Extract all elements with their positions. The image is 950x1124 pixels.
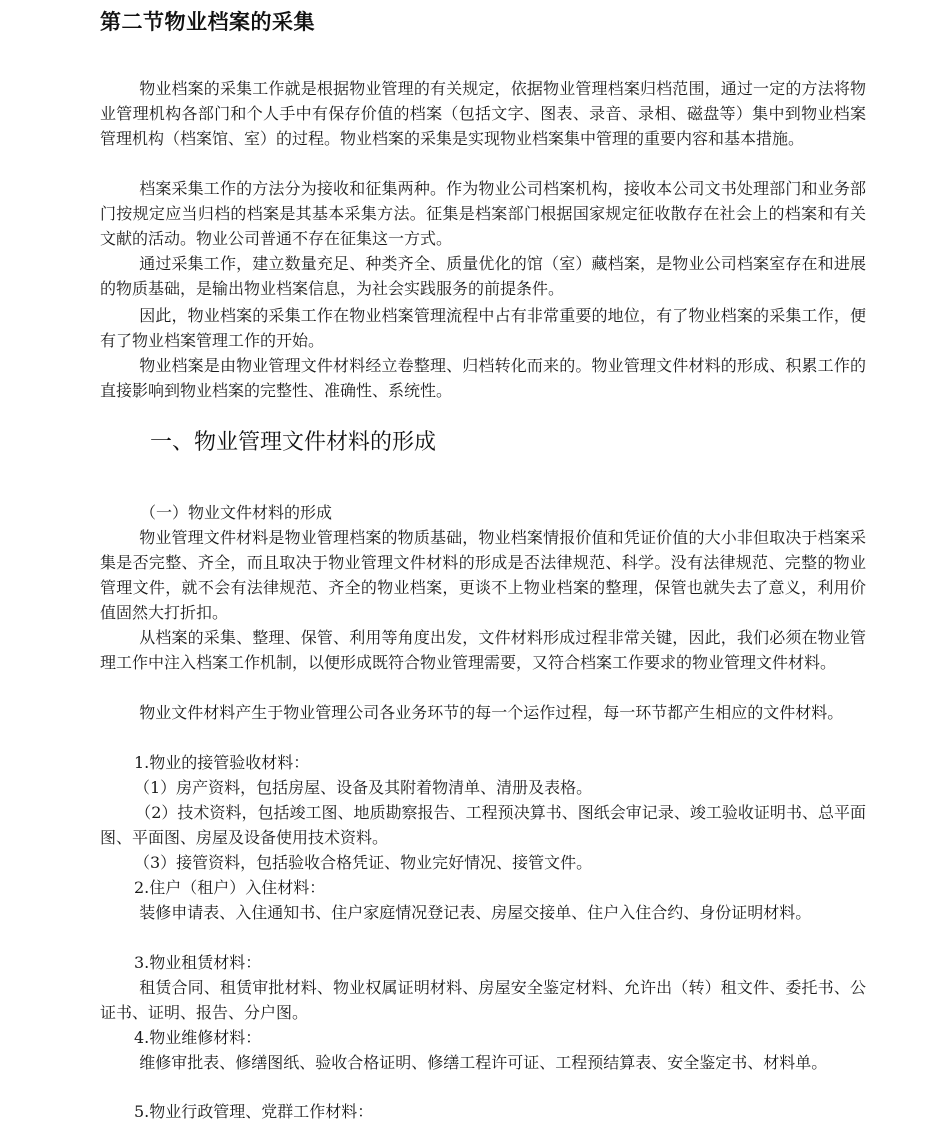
- section-heading: 一、物业管理文件材料的形成: [150, 430, 437, 455]
- intro-paragraph-1: 物业档案的采集工作就是根据物业管理的有关规定，依据物业管理档案归档范围，通过一定的方法将物业管理机构各部门和个人手中有保存价值的档案（包括文字、图表、录音、录相、磁盘等）集中到物业档案管理机构（档案馆、室）的过程。物业档案的采集是实现物业档案集中管理的重要内容和基本措施。: [100, 79, 866, 148]
- body-paragraph-1: 物业管理文件材料是物业管理档案的物质基础，物业档案情报价值和凭证价值的大小非但取决于档案采集是否完整、齐全，而且取决于物业管理文件材料的形成是否法律规范、科学。没有法律规范、完整的物业管理文件，就不会有法律规范、齐全的物业档案，更谈不上物业档案的整理，保管也就失去了意义，利用价值固然大打折扣。: [100, 528, 866, 622]
- list-item-1-sub-2: （2）技术资料，包括竣工图、地质勘察报告、工程预决算书、图纸会审记录、竣工验收证明书、总平面图、平面图、房屋及设备使用技术资料。: [100, 803, 866, 847]
- subsection-heading: （一）物业文件材料的形成: [140, 503, 333, 522]
- list-item-4-heading: 4.物业维修材料：: [134, 1028, 262, 1047]
- intro-paragraph-4: 因此，物业档案的采集工作在物业档案管理流程中占有非常重要的地位，有了物业档案的采集工作，便有了物业档案管理工作的开始。: [100, 306, 866, 350]
- list-item-2-heading: 2.住户（租户）入住材料：: [134, 878, 326, 897]
- list-item-1-sub-3: （3）接管资料，包括验收合格凭证、物业完好情况、接管文件。: [134, 853, 593, 872]
- list-item-1-heading: 1.物业的接管验收材料：: [134, 753, 310, 772]
- body-paragraph-3: 物业文件材料产生于物业管理公司各业务环节的每一个运作过程，每一环节都产生相应的文件材料。: [139, 703, 844, 722]
- list-item-1-sub-1: （1）房产资料，包括房屋、设备及其附着物清单、清册及表格。: [134, 778, 593, 797]
- list-item-5-heading: 5.物业行政管理、党群工作材料：: [134, 1102, 374, 1121]
- list-item-4-body: 维修审批表、修缮图纸、验收合格证明、修缮工程许可证、工程预结算表、安全鉴定书、材料单。: [139, 1053, 828, 1072]
- page-title: 第二节物业档案的采集: [100, 10, 315, 34]
- list-item-2-body: 装修申请表、入住通知书、住户家庭情况登记表、房屋交接单、住户入住合约、身份证明材料。: [139, 903, 812, 922]
- intro-paragraph-5: 物业档案是由物业管理文件材料经立卷整理、归档转化而来的。物业管理文件材料的形成、积累工作的直接影响到物业档案的完整性、准确性、系统性。: [100, 356, 866, 400]
- intro-paragraph-2: 档案采集工作的方法分为接收和征集两种。作为物业公司档案机构，接收本公司文书处理部门和业务部门按规定应当归档的档案是其基本采集方法。征集是档案部门根据国家规定征收散存在社会上的档案和有关文献的活动。物业公司普通不存在征集这一方式。: [100, 179, 866, 248]
- list-item-3-body: 租赁合同、租赁审批材料、物业权属证明材料、房屋安全鉴定材料、允许出（转）租文件、委托书、公证书、证明、报告、分户图。: [100, 978, 866, 1022]
- intro-paragraph-3: 通过采集工作，建立数量充足、种类齐全、质量优化的馆（室）藏档案，是物业公司档案室存在和进展的物质基础，是输出物业档案信息，为社会实践服务的前提条件。: [100, 254, 866, 298]
- list-item-3-heading: 3.物业租赁材料：: [134, 953, 262, 972]
- body-paragraph-2: 从档案的采集、整理、保管、利用等角度出发，文件材料形成过程非常关键，因此，我们必须在物业管理工作中注入档案工作机制，以便形成既符合物业管理需要，又符合档案工作要求的物业管理文件材料。: [100, 628, 866, 672]
